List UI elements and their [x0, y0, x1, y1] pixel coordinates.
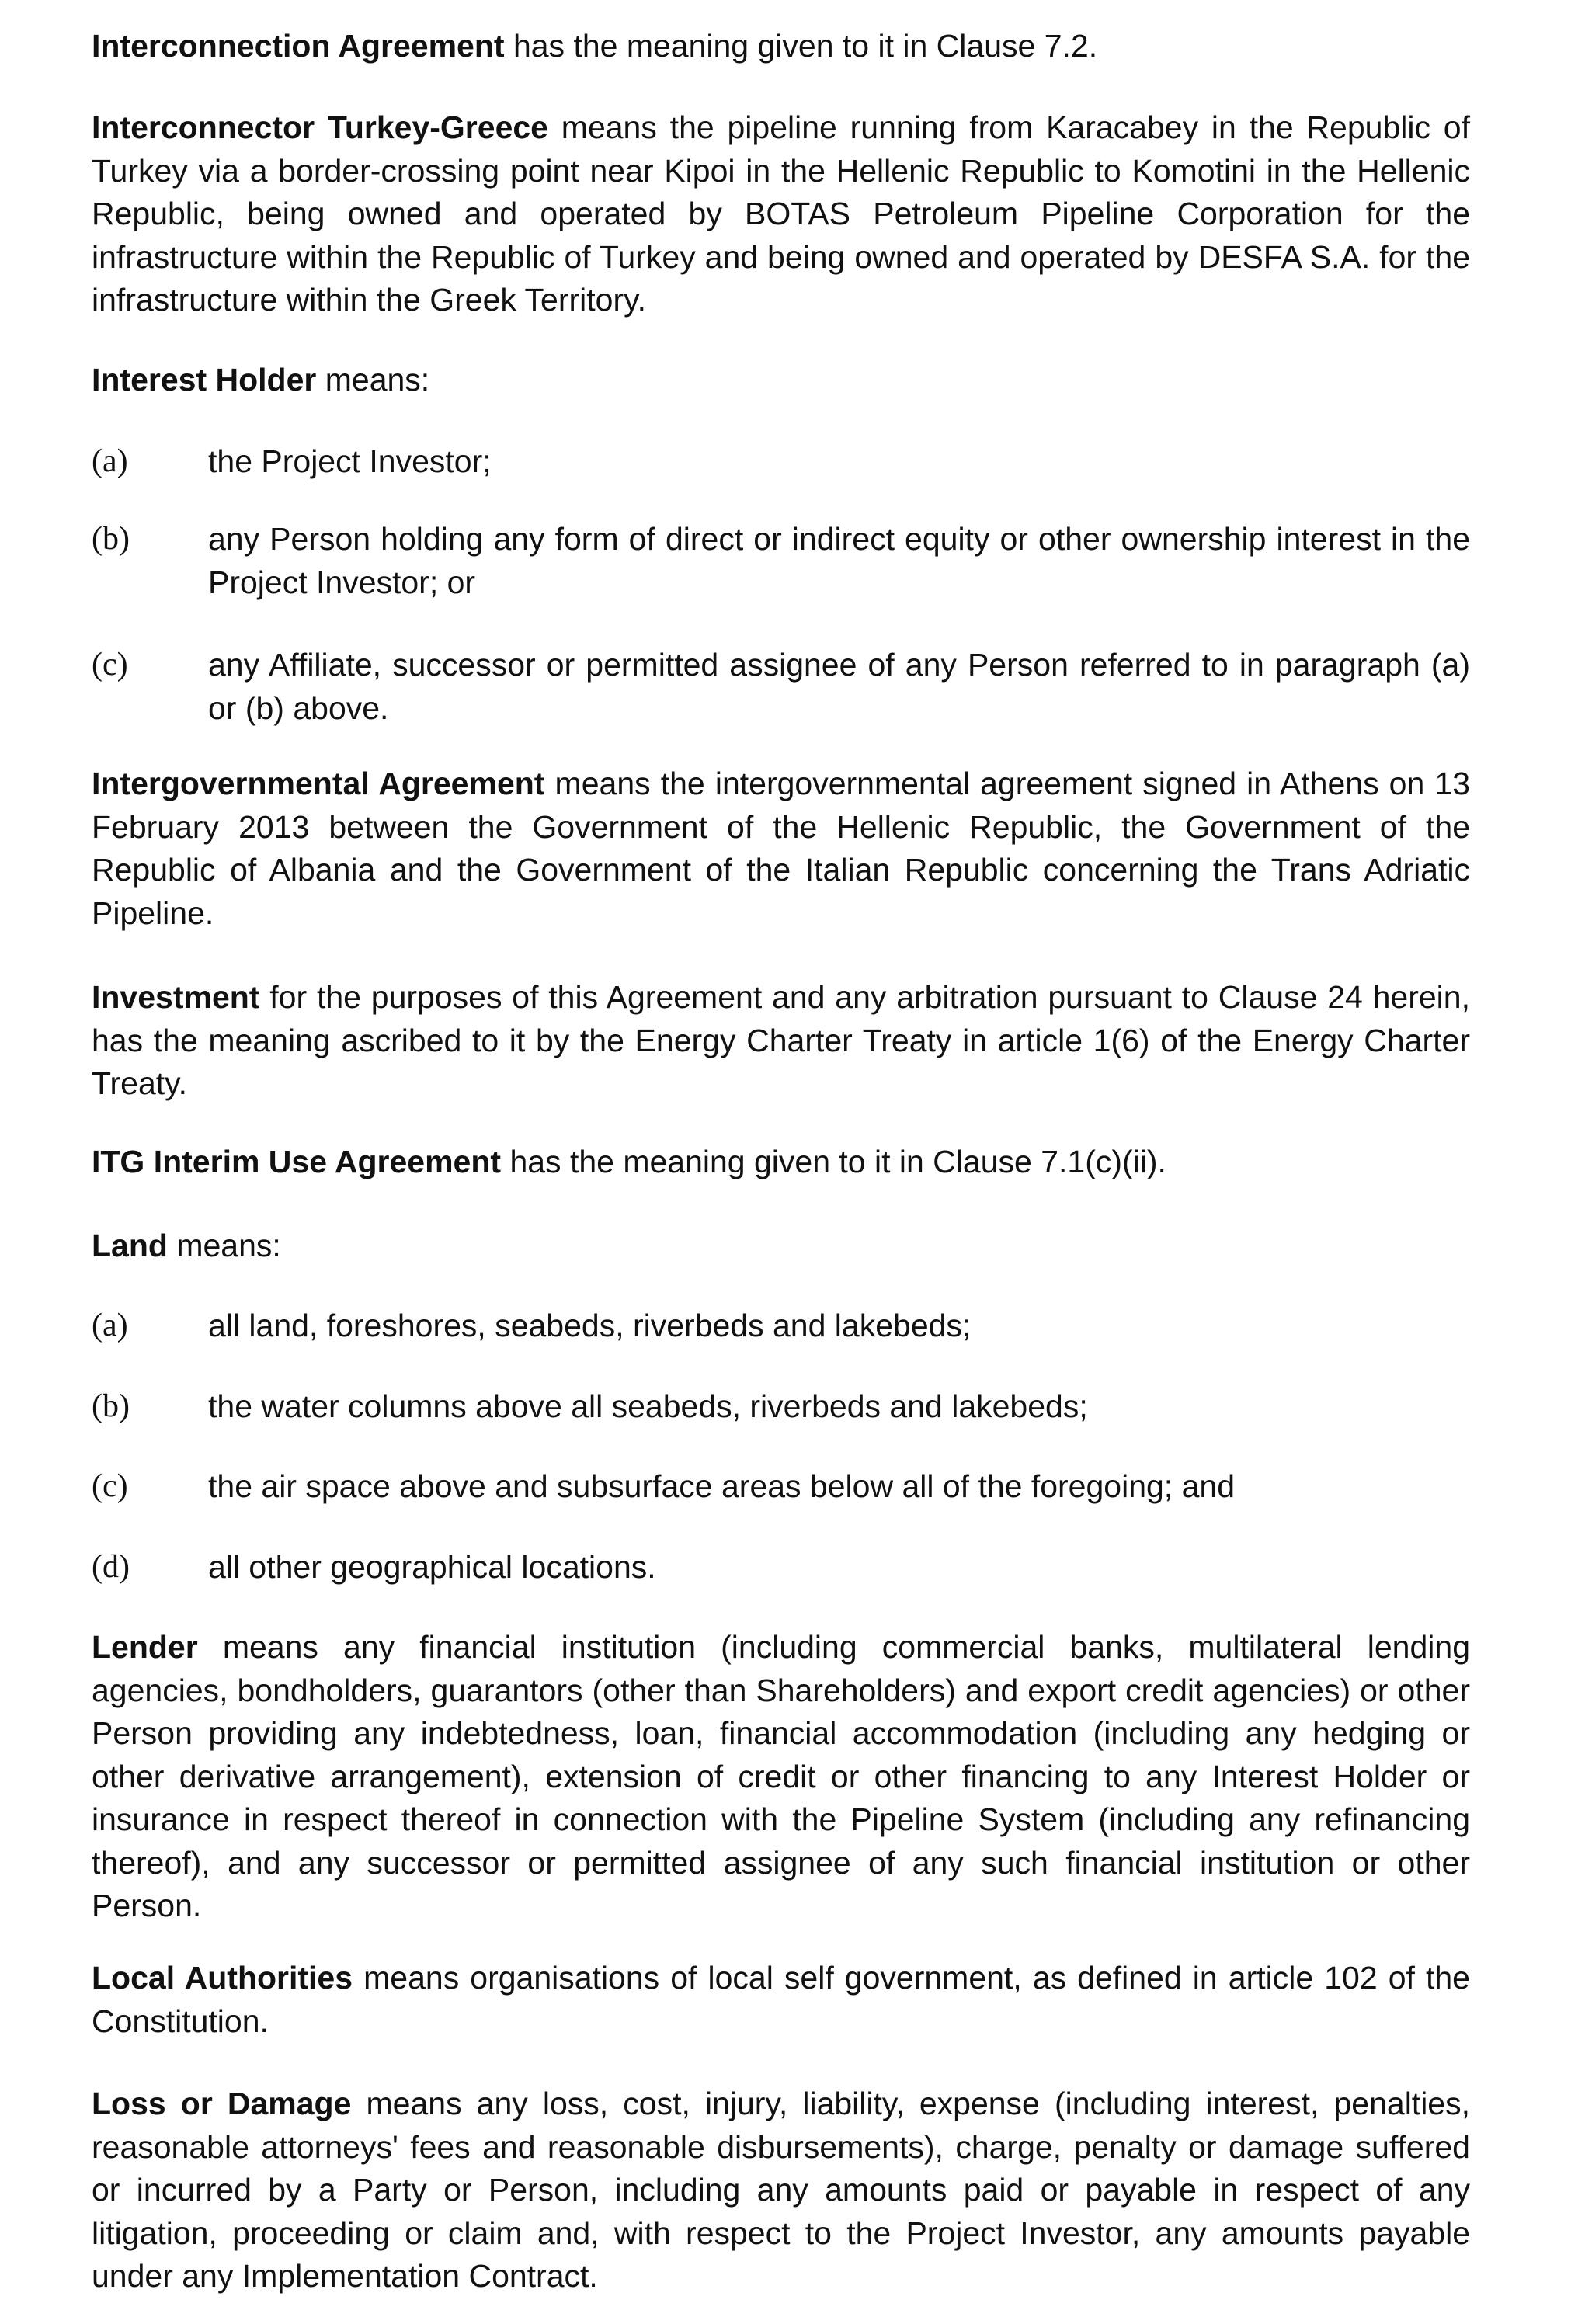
definition-investment	[92, 976, 1470, 1106]
definition-text: means organisations of local self government, as defined in article 102 of the Constitution.	[92, 1960, 1470, 2039]
definition-text: means any loss, cost, injury, liability, expense (including interest, penalties, reasonable attorneys' fees and reasonable disbursements), charge, penalty or damage suffered or incurred by a Party or Person, including any amounts paid or payable in respect of any litigation, proceeding or claim and, with respect to the Project Investor, any amounts payable under any Implementation Contract.	[92, 2086, 1470, 2294]
list-item	[92, 1304, 1470, 1348]
list-item-text: all land, foreshores, seabeds, riverbeds and lakebeds;	[208, 1308, 972, 1343]
list-item-text: any Affiliate, successor or permitted assignee of any Person referred to in paragraph (a) or (b) above.	[208, 647, 1470, 726]
list-item-text: the water columns above all seabeds, riverbeds and lakebeds;	[208, 1388, 1088, 1424]
definition-itg-interim-use-agreement	[92, 1141, 1470, 1184]
definition-text: means the pipeline running from Karacabey in the Republic of Turkey via a border-crossing point near Kipoi in the Hellenic Republic to Komotini in the Hellenic Republic, being owned and operated by BOTAS Petroleum Pipeline Corporation for the infrastructure within the Republic of Turkey and being owned and operated by DESFA S.A. for the infrastructure within the Greek Territory.	[92, 109, 1470, 318]
defined-term: Loss or Damage	[92, 2086, 352, 2121]
defined-term: Intergovernmental Agreement	[92, 766, 545, 801]
list-item	[92, 440, 1470, 484]
definition-local-authorities	[92, 1957, 1470, 2043]
list-item	[92, 1546, 1470, 1589]
definition-text: means any financial institution (including commercial banks, multilateral lending agencies, bondholders, guarantors (other than Shareholders) and export credit agencies) or other Person providing any indebtedness, loan, financial accommodation (including any hedging or other derivative arrangement), extension of credit or other financing to any Interest Holder or insurance in respect thereof in connection with the Pipeline System (including any refinancing thereof), and any successor or permitted assignee of any such financial institution or other Person.	[92, 1629, 1470, 1923]
definition-land	[92, 1225, 1470, 1268]
defined-term: ITG Interim Use Agreement	[92, 1144, 502, 1179]
list-item-text: the Project Investor;	[208, 443, 492, 479]
definition-intergovernmental-agreement	[92, 763, 1470, 935]
definition-interconnection-agreement	[92, 25, 1470, 68]
list-marker: (b)	[92, 1388, 130, 1424]
defined-term: Investment	[92, 979, 260, 1015]
list-item	[92, 518, 1470, 604]
list-marker: (a)	[92, 443, 128, 479]
definition-interest-holder	[92, 359, 1470, 402]
list-marker: (d)	[92, 1549, 130, 1585]
definition-text: means the intergovernmental agreement signed in Athens on 13 February 2013 between the Government of the Hellenic Republic, the Government of the Republic of Albania and the Government of the Italian Republic concerning the Trans Adriatic Pipeline.	[92, 766, 1470, 931]
defined-term: Interest Holder	[92, 362, 317, 398]
list-item-text: all other geographical locations.	[208, 1549, 656, 1585]
list-item	[92, 1465, 1470, 1509]
defined-term: Interconnector Turkey-Greece	[92, 109, 548, 145]
definition-lender	[92, 1626, 1470, 1928]
defined-term: Local Authorities	[92, 1960, 353, 1996]
definition-interconnector-turkey-greece	[92, 106, 1470, 322]
defined-term: Land	[92, 1228, 168, 1263]
list-marker: (c)	[92, 647, 128, 683]
list-item-text: any Person holding any form of direct or indirect equity or other ownership interest in the Project Investor; or	[208, 521, 1470, 600]
definition-text: means:	[316, 362, 430, 398]
definition-text: means:	[167, 1228, 281, 1263]
list-item	[92, 644, 1470, 730]
definition-text: has the meaning given to it in Clause 7.1(c)(ii).	[501, 1144, 1166, 1179]
list-marker: (b)	[92, 521, 130, 557]
list-marker: (c)	[92, 1468, 128, 1504]
definition-loss-or-damage	[92, 2083, 1470, 2298]
definition-text: for the purposes of this Agreement and any arbitration pursuant to Clause 24 herein, has the meaning ascribed to it by the Energy Charter Treaty in article 1(6) of the Energy Charter Treaty.	[92, 979, 1470, 1101]
definition-text: has the meaning given to it in Clause 7.2.	[504, 28, 1098, 64]
list-marker: (a)	[92, 1308, 128, 1343]
list-item	[92, 1385, 1470, 1429]
list-item-text: the air space above and subsurface areas below all of the foregoing; and	[208, 1468, 1235, 1504]
defined-term: Interconnection Agreement	[92, 28, 505, 64]
defined-term: Lender	[92, 1629, 198, 1665]
